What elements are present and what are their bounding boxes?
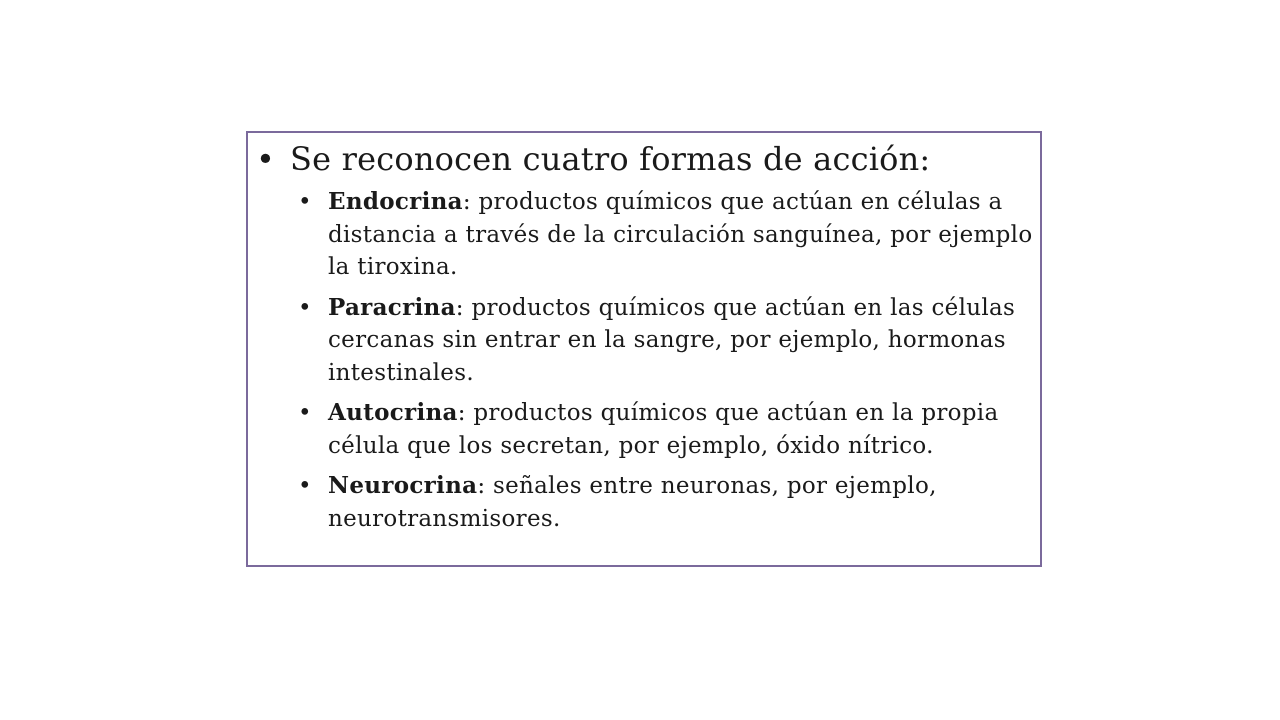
list-item-paracrina [298, 292, 1043, 390]
main-bullet-item [256, 137, 930, 181]
slide-heading: Se reconocen cuatro formas de acción: [290, 140, 931, 178]
term-description: : productos químicos que actúan en la propia célula que los secretan, por ejemplo, óxido nítrico. [328, 400, 999, 459]
term-label: Autocrina [328, 399, 458, 426]
list-item-text [328, 470, 1043, 535]
term-label: Paracrina [328, 293, 456, 321]
sub-bullet-list [298, 186, 1043, 543]
list-item-text [328, 292, 1043, 390]
term-description: : productos químicos que actúan en las células cercanas sin entrar en la sangre, por ejemplo, hormonas intestinales. [328, 294, 1016, 386]
term-label: Neurocrina [328, 472, 478, 499]
term-description: : productos químicos que actúan en células a distancia a través de la circulación sanguínea, por ejemplo la tiroxina. [328, 189, 1033, 280]
bullet-point: • [298, 294, 312, 321]
term-label: Endocrina [328, 188, 463, 215]
bullet-point: • [298, 473, 312, 499]
bullet-point: • [256, 140, 275, 178]
bullet-point: • [298, 189, 312, 215]
bullet-point: • [298, 400, 312, 426]
list-item-endocrina [298, 186, 1043, 284]
term-description: : señales entre neuronas, por ejemplo, neurotransmisores. [328, 473, 937, 532]
list-item-text [328, 397, 1043, 462]
list-item-neurocrina [298, 470, 1043, 535]
content-box [246, 131, 1042, 567]
list-item-text [328, 186, 1043, 284]
list-item-autocrina [298, 397, 1043, 462]
